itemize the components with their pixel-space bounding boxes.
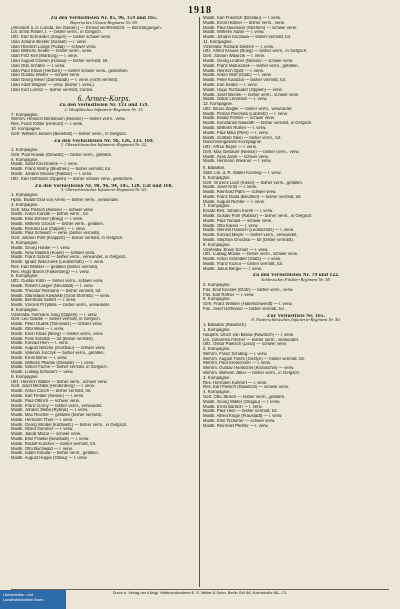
casualty-entry: Mustk. Konstantin Nawrath — bisher vermißt, in Gefgsch. — [203, 121, 313, 126]
casualty-entry: 1. Kompagnie. — [11, 193, 39, 198]
document-page — [9, 4, 391, 600]
casualty-entry: Mustk. Adam Kotulla — bisher verm., gefallen. — [11, 451, 100, 456]
casualty-entry: Mustk. Julius Berger — l. verw. — [203, 266, 262, 271]
casualty-entry: Mustk. Erich Klose (Brieg) — bisher verm., verw. — [11, 331, 104, 336]
casualty-entry: Gefr. Leo Gawlik — bisher vermißt, in Gefgsch. — [11, 317, 101, 322]
casualty-entry: Mustk. Rudolf Kuschel — bisher vermißt, tot. — [11, 441, 97, 446]
casualty-entry: Mustk. August Nitsche (Grottkau) — schwer verw. — [11, 346, 106, 351]
casualty-entry: Ulan Adolf Wagner — verw. (bisher l. verw.). — [11, 82, 95, 87]
casualty-entry: 5. Kompagnie. — [203, 175, 231, 180]
section-heading: Zur Verlustliste Nr. 165. — [266, 313, 326, 319]
casualty-entry: Mustk. Theodor Reimann — bisher vermißt, tot. — [11, 288, 102, 293]
casualty-entry: Vizefeldw. Richard Dietrich — l. verw. — [203, 44, 275, 49]
casualty-entry: Gefr. Otto Jänsch — bisher verm., gefallen. — [203, 394, 286, 399]
casualty-entry: Res. Hermann Kuhnert — l. verw. — [203, 380, 267, 385]
casualty-entry: Mustk. Josef Kroll — l. verw. — [203, 185, 257, 190]
casualty-entry: Uffz. Bruno Ziegler — bisher verm., verwundet. — [203, 106, 293, 111]
casualty-entry: Gefr. Max Gebauer (Neisse) — bisher verm., verw. — [203, 149, 300, 154]
casualty-entry: Mustk. Ernst Hübner — bisher verm., verw. — [203, 20, 285, 25]
casualty-entry: Mustk. Stephan Gruszka — tot (bisher vermißt). — [203, 237, 294, 242]
casualty-entry: Mustk. Konrad Meyer — bisher verm., verwundet. — [203, 233, 298, 238]
casualty-entry: Ulan Paul Kraus (Herborn) — bisher schwer verw., gestorben. — [11, 68, 129, 73]
casualty-entry: Ulan Wilhelm Seidel — bisher verm., verw. — [11, 49, 93, 54]
casualty-entry: Mustk. Emil Franke (Neustadt) — l. verw. — [11, 437, 90, 441]
casualty-entry: Vizefeldw. Erwin Schulz — l. verw. — [203, 247, 269, 252]
casualty-entry: 4. Kompagnie. — [11, 157, 39, 162]
section-heading: Zu den Verlustlisten Nr. 133 und 159. — [59, 103, 149, 108]
casualty-entry: Mustk. Ernst Bartsch — l. verw. — [203, 404, 263, 409]
casualty-entry: Hptm. Ewald Graf von Arnim — bisher verm., verwundet. — [11, 197, 119, 202]
watermark-line: Universitäts- und — [3, 592, 34, 597]
casualty-entry: (Allendorf a. d. Lumda, bei Gießen.) — Erneut veröffentlicht. — Berichtigungen. — [11, 25, 162, 30]
casualty-entry: Mustk. Anton Wolf (Glatz) — l. verw. — [203, 73, 272, 78]
casualty-entry: Uffz. Karl Hoffmann (Oppeln) — bisher schwer verw., gestorben. — [11, 176, 134, 181]
casualty-entry: Stab: Ltn. d. R. Walter Kiesling — l. verw. — [203, 171, 282, 175]
casualty-entry: Mustk. Anton Kubiak — bisher verm., tot. — [11, 212, 89, 217]
casualty-entry: Wehrm. Gustav Hentschel (Krotoschin) — verw. — [203, 366, 295, 371]
casualty-entry: Mustk. Paul Hein — bisher vermißt, tot. — [203, 409, 278, 414]
casualty-entry: Mustk. Wenzel Hanisch (Leobschütz) — l. verw. — [203, 228, 294, 233]
casualty-entry: Mustk. Wilhelm Grosch — bisher verm., gefallen. — [11, 221, 105, 226]
section-heading: Zu den Verlustlisten Nr. 85, 96, 159 und 165. — [50, 16, 158, 21]
casualty-entry: Mustk. Simon Fuchs — bisher vermißt, in Gefgsch. — [11, 365, 108, 370]
casualty-entry: Mustk. Anton Czech — bisher vermißt, tot. — [11, 389, 92, 394]
casualty-entry: Mustk. Georg Hanke — l. verw. — [11, 245, 71, 250]
casualty-entry: Ulan August Gramm (Hanau) — bisher vermißt, tot. — [11, 59, 109, 64]
casualty-entry: Mustk. Reinhold Pfeiffer — l. verw. — [203, 423, 269, 428]
casualty-entry: Uffz. Karl Schneider (Siegen) — bisher schwer verw. — [11, 35, 111, 40]
casualty-entry: 9. Kompagnie. — [11, 374, 39, 379]
casualty-entry: Mustk. Gustav Pohl (Ratibor) — bisher verm., in Gefgsch. — [203, 214, 313, 219]
casualty-entry: Uffz. Oskar Paetsch (Lissa) — schwer verw. — [203, 342, 287, 347]
casualty-entry: Res. Hugo Baron (Falkenberg) — l. verw. — [11, 269, 90, 274]
column-divider — [199, 17, 200, 587]
regiment-heading: Bayerisches Ulanen-Regiment Nr. 69. — [70, 20, 138, 25]
casualty-entry: Mustk. Heinrich Opitz — l. verw. — [203, 68, 264, 73]
casualty-entry: Ulan Gustav Winter — schwer verw. — [11, 73, 80, 78]
casualty-entry: Mustk. Richard Lux (Oppeln) — l. verw. — [11, 226, 86, 231]
casualty-entry: Uffz. Alfred Krause (Brieg) — bisher verm., in Gefgsch. — [203, 49, 308, 54]
casualty-entry: Res. Karl Pietsch (Rawitsch) — schwer verw. — [203, 385, 289, 390]
casualty-entry: Uffz. Gustav Kühn — bisher verm., schwer verw. — [11, 279, 104, 284]
casualty-entry: Mustk. Alois Mainka (Kosel) — schwer verw. — [11, 250, 96, 255]
library-watermark — [0, 590, 66, 609]
casualty-entry: Mustk. Hugo Tschauder (Oppeln) — verw. — [203, 87, 283, 92]
casualty-entry: Mustk. Emil Zimmer (Brieg) — l. verw. — [11, 217, 84, 222]
regiment-heading: Schlesisches Füsilier-Regiment Nr. 38. — [261, 278, 331, 283]
casualty-entry: Mustk. Georg Walter (Glogau) — l. verw. — [203, 399, 281, 404]
casualty-entry: Uffz. Arthur Beyer — l. verw. — [203, 145, 257, 150]
regiment-heading: 5. Oberschlesisches Infanterie-Regiment Nr. 63. — [60, 188, 148, 193]
casualty-entry: Vizefeldw. Hermann Jung (Oppeln) — l. verw. — [11, 312, 98, 317]
casualty-entry: Ulan Heinrich Lange (Fulda) — schwer verw. — [11, 44, 97, 49]
casualty-entry: Res. Karl Winkler — gefallen (bisher vermißt). — [11, 264, 99, 269]
casualty-entry: 3. Kompagnie. — [203, 375, 231, 380]
casualty-entry: Ulan Kurt Lorenz — bisher vermißt, zurück. — [11, 87, 94, 92]
corps-heading: 6. Armee-Korps. — [77, 93, 131, 103]
casualty-entry: Ulan Georg Meier (Darmstadt) — l. verw. (nicht vermißt). — [11, 78, 119, 83]
casualty-entry: 3. Kompagnie. — [11, 202, 39, 207]
casualty-entry: Ulan Otto Schäfer — l. verw. — [11, 63, 66, 68]
casualty-entry: Mustk. Bernhard Seifert — l. verw. — [11, 298, 77, 303]
section-heading: Zu den Verlustlisten Nr. 98, 96, 94, 105, 120, 158 und 168. — [34, 183, 174, 189]
casualty-entry: Mustk. Paul Mika (Pleß) — l. verw. — [203, 130, 269, 135]
casualty-entry: Wehrm. Paul Kretschmer — l. verw. — [203, 361, 271, 366]
casualty-entry: Mustk. Anton Schindler (Glatz) — l. verw. — [203, 257, 282, 262]
casualty-entry: Mustk. Franz Duda (Beuthen) — bisher vermißt, tot. — [203, 194, 302, 199]
casualty-entry: Mustk. Emil Tschirner — schwer verw. — [203, 418, 276, 423]
casualty-entry: Mustk. Otto Buchwald — l. verw. — [11, 446, 73, 451]
casualty-entry: Mustk. Jakob Mazur — schwer verw. — [11, 432, 81, 437]
casualty-entry: Mustk. Paul Schwarz — verw. (bisher vermißt). — [11, 231, 101, 236]
casualty-entry: Gefr. Johann Pohl (Krappitz) — bisher vermißt, in Gefgsch. — [11, 236, 124, 241]
casualty-entry: Uffz. Heinrich Walter — bisher verm., schwer verw. — [11, 379, 108, 384]
casualty-entry: 1. Kompagnie. — [203, 328, 231, 332]
section-heading: Zu den Verlustlisten Nr. 96, 126, 133, 169. — [53, 138, 155, 144]
casualty-entry: Wehrm. Wilhelm Jäkel — bisher verm., in Gefgsch. — [203, 371, 301, 376]
casualty-entry: Ulan Fritz Keil (Marburg) — l. verw. — [11, 54, 78, 59]
regiment-heading: 2. Westfälisches Infanterie-Regiment Nr. 15. — [64, 107, 144, 112]
casualty-entry: Wehrm. Heinrich Brinkmann (Minden) — bisher verm., verw. — [11, 117, 126, 122]
casualty-entry: Mustk. Karl Fiedler (Neisse) — l. verw. — [11, 393, 85, 398]
casualty-entry: Ersatz-Res. Johann Kurek — l. verw. — [203, 209, 274, 214]
casualty-entry: 10. Kompagnie. — [11, 127, 42, 131]
casualty-entry: Mustk. Johann Kurzawa — bisher vermißt, tot. — [203, 35, 292, 40]
regiment-heading: 1. Oberschlesisches Infanterie-Regiment Nr. 22. — [60, 143, 148, 148]
casualty-entry: Mustk. Valentin Jurczyk — bisher verm., gefallen. — [11, 350, 105, 355]
watermark-line: Landesbibliothek Bonn — [3, 597, 44, 602]
regiment-heading: 8. Niederschlesisches Infanterie-Regiment Nr. 50. — [251, 318, 341, 323]
casualty-entry: Mustk. August Hoppe (Ohlau) — l. verw. — [11, 456, 88, 461]
casualty-entry: 2. Kompagnie. — [203, 347, 231, 352]
casualty-entry: Mustk. Franz Koziol — bisher vermißt, tot. — [203, 261, 283, 266]
casualty-entry: 6. Kompagnie. — [203, 297, 231, 302]
casualty-entry: 8. Kompagnie. — [203, 242, 231, 247]
casualty-entry: Ulan Johann Becker (Kassel) — l. verw. — [11, 39, 87, 44]
casualty-entry: Mustk. Paul Olbrich — schwer verw. — [11, 398, 80, 403]
section-heading: Zu den Verlustlisten Nr. 79 und 122. — [252, 273, 340, 279]
casualty-entry: Mustk. Franz Matuschek — bisher verm., gefallen. — [203, 63, 299, 68]
casualty-entry: Mustk. Ewald Förster — schwer verw. — [203, 116, 275, 121]
casualty-entry: Mustk. Paul Tomala — schwer verw. — [203, 218, 272, 223]
casualty-entry: Ltn. Ernst Rösler, I. — bisher verm., in Gefgsch. — [11, 30, 102, 35]
left-column — [11, 16, 197, 588]
casualty-entry: Mustk. Karl Friedrich (Breslau) — l. verw. — [203, 16, 282, 20]
casualty-entry: II. Bataillon. — [203, 166, 226, 171]
casualty-entry: 11. Kompagnie. — [203, 39, 233, 44]
casualty-entry: Mustk. Reinhold Palm — schwer verw. — [203, 190, 277, 195]
casualty-entry: Mustk. Franz Wolny (Beuthen) — bisher vermißt, tot. — [11, 167, 112, 172]
casualty-entry: Mustk. Hermann Thiel — l. verw. — [11, 417, 74, 422]
casualty-entry: Wehrm. Franz Schilling — l. verw. — [203, 351, 268, 356]
casualty-entry: Mustk. Georg Wrobel (Kattowitz) — bisher verm., in Gefgsch. — [11, 422, 128, 427]
casualty-entry: 7. Kompagnie. — [11, 112, 39, 117]
casualty-entry: Res. Franz Kötter (Herford) — l. verw. — [11, 122, 84, 127]
casualty-entry: Mustk. Paul Neumann (Strehlen) — schwer verw. — [203, 25, 297, 30]
casualty-entry: Gefr. Vinzenz Lach (Kosel) — bisher verm., gefallen. — [203, 180, 303, 185]
casualty-entry: Hauptm. Ulrich von Below (Rawitsch) — l. verw. — [203, 332, 294, 337]
casualty-entry: Ltn. Johannes Fischer — bisher verm., verwundet. — [203, 337, 300, 342]
casualty-entry: Mustk. Franz Gorny — bisher verm., verwundet. — [11, 403, 103, 408]
casualty-entry: Mustk. Gottlieb Stein — bisher verm., tot. — [203, 135, 282, 140]
page-number: 1918 — [188, 5, 212, 16]
casualty-entry: Mustk. Peter Kandzia — bisher vermißt, tot. — [203, 78, 287, 83]
casualty-entry: Mustk. Alfred Sommer — l. verw. — [11, 427, 74, 432]
publisher-footer: Druck u. Verlag der Königl. Hofbuchdruckerei E. S. Mittler & Sohn, Berlin SW 68, Kochstraße 68—71. — [11, 589, 389, 595]
casualty-entry: Mustk. Hermann Wiesner — l. verw. — [203, 159, 272, 164]
casualty-entry: Uffz. Ludwig Mücke — bisher verm., schwer verw. — [203, 252, 298, 257]
casualty-entry: 12. Kompagnie. — [203, 102, 234, 107]
casualty-entry: Gefr. Josef Michalik (Hindenburg) — l. verw. — [11, 384, 95, 389]
casualty-entry: Mustk. Josef Kaczmarek — l. verw. — [11, 162, 78, 167]
casualty-entry: Mustk. Robert Langer (Neustadt) — l. verw. — [11, 284, 94, 288]
casualty-entry: Mustk. Florian Piechota (Lublinitz) — l. verw. — [203, 111, 288, 116]
casualty-entry: Mustk. August Richter — l. verw. — [203, 199, 265, 204]
casualty-entry: 5. Kompagnie. — [11, 240, 39, 245]
casualty-entry: Mustk. Johann Skiba (Rybnik) — l. verw. — [11, 408, 89, 413]
casualty-entry: 4. Kompagnie. — [203, 390, 231, 395]
casualty-entry: Mustk. Otto Kaiser — l. verw. — [203, 223, 259, 228]
casualty-entry: 1. Bataillon (Rawitsch). — [203, 323, 247, 328]
casualty-entry: Mustk. Ignatz Wieczorek (Leobschütz) — l. verw. — [11, 260, 104, 265]
casualty-entry: Gefr. Paul Nowak (Gleiwitz) — bisher verm., gefallen. — [11, 152, 113, 157]
casualty-entry: Mustk. Felix Sobotta — tot (bisher vermißt). — [11, 336, 94, 341]
casualty-entry: 8. Kompagnie. — [11, 307, 39, 312]
casualty-entry: Mustk. Karl Seidel — l. verw. — [203, 82, 258, 87]
casualty-entry: Gefr. Wilhelm Jansen (Bielefeld) — bisher verm., in Gefgsch. — [11, 131, 127, 136]
casualty-entry: Gefr. Max Pietsch (Neisse) — schwer verw. — [11, 207, 94, 212]
casualty-entry: Mustk. Wilhelm Adam — l. verw. — [203, 30, 265, 35]
right-column — [203, 16, 389, 588]
casualty-entry: Mustk. Oskar Lehmann — l. verw. — [203, 97, 268, 102]
casualty-entry: Mustk. Alfred Kluge (Fraustadt) — l. verw. — [203, 414, 283, 419]
casualty-entry: 7. Kompagnie. — [203, 204, 231, 209]
casualty-entry: Füs. Josef Hoffmann — bisher vermißt, tot. — [203, 306, 285, 311]
casualty-entry: Mustk. Wilhelm Rother — l. verw. — [203, 125, 267, 130]
casualty-entry: Füs. Emil Kessler (Glatz) — bisher verm., verw. — [203, 287, 294, 292]
casualty-entry: Mustk. Konrad Hein — l. verw. — [11, 341, 69, 346]
casualty-entry: Mustk. Ludwig Schubert — verw. — [11, 370, 74, 375]
casualty-entry: Füs. Karl Rother — l. verw. — [203, 292, 255, 297]
casualty-entry: Wehrm. August Tietze (Gostyn) — bisher vermißt, tot. — [203, 356, 305, 361]
casualty-entry: Mustk. Max Reichel — gefallen (bisher vermißt). — [11, 413, 103, 418]
casualty-entry: Mustk. Franz Scholz — bisher verm., verwundet, in Gefgsch. — [11, 255, 127, 260]
casualty-entry: 1. Kompagnie. — [11, 148, 39, 153]
casualty-entry: 3. Kompagnie. — [203, 282, 231, 287]
casualty-entry: Mustk. Vincent Przybilla — bisher verm., verwundet. — [11, 303, 111, 308]
casualty-entry: Mustk. Alois Janik — schwer verw. — [203, 154, 269, 159]
casualty-entry: Mustk. Stanislaus Kowalski (Groß Strehlitz) — verw. — [11, 293, 111, 298]
casualty-entry: Mustk. Wilhelm Pilarski (Gleiwitz) — l. verw. — [11, 360, 95, 365]
casualty-entry: Mustk. Peter Dudek (Tarnowitz) — schwer verw. — [11, 322, 103, 327]
casualty-entry: 6. Kompagnie. — [11, 274, 39, 279]
casualty-entry: Mustk. Otto Weiß — l. verw. — [11, 327, 65, 332]
casualty-entry: Mustk. Josef Bienek — bisher verm., schwer verw. — [203, 92, 299, 97]
casualty-entry: Mustk. Ernst Böhm — l. verw. — [11, 355, 68, 360]
casualty-entry: Mustk. Georg Lindner (Neisse) — schwer verw. — [203, 59, 294, 64]
casualty-entry: Gefr. Franz Winkler (Habelschwerdt) — l. verw. — [203, 302, 293, 307]
casualty-entry: Gefr. Johann Wawrzik — l. verw. — [203, 54, 265, 59]
casualty-entry: Mustk. Johann Mrosek (Ratibor) — l. verw. — [11, 172, 93, 177]
casualty-entry: Maschinengewehr-Kompagnie. — [203, 140, 263, 145]
